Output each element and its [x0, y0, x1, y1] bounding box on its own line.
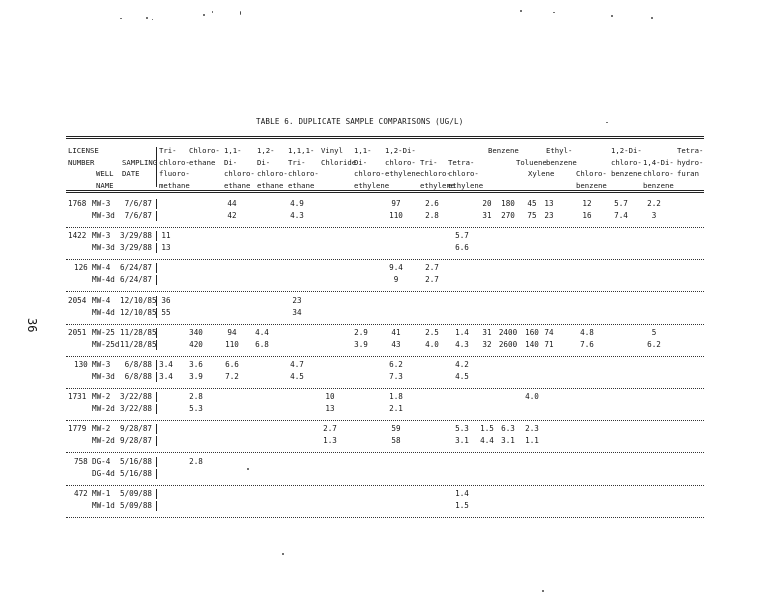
group-separator: [66, 227, 704, 228]
sampling-date: 9/28/87: [120, 424, 153, 434]
license-number: 1779: [68, 424, 87, 434]
column-header-ethylbenzene: Ethyl- benzene: [546, 146, 577, 167]
column-header-well: WELL NAME: [96, 169, 114, 190]
well-name: MW-3d: [92, 243, 115, 253]
cell-tetrachloroethylene: 3.1: [455, 436, 469, 446]
column-header-sampling: SAMPLING DATE: [122, 157, 158, 178]
cell-tetrachloroethylene: 1.4: [455, 327, 469, 337]
row-divider: [156, 308, 157, 318]
cell-xylene: 1.1: [525, 436, 539, 446]
row-divider: [156, 372, 157, 382]
well-name: MW-4d: [92, 307, 115, 317]
column-header-vinylchloride: Vinyl Chloride: [321, 146, 357, 167]
sampling-date: 9/28/87: [120, 436, 153, 446]
cell-tetrachloroethylene: 4.5: [455, 372, 469, 381]
cell-dichlorobenzene14: 5: [651, 327, 657, 337]
column-header-dichloroethane12: 1,2- Di- chloro- ethane: [257, 146, 288, 190]
cell-benzene: 31: [482, 327, 492, 337]
cell-chloroethane: 5.3: [189, 404, 203, 414]
column-header-dichlorobenzene14: 1,4-Di- chloro- benzene: [643, 157, 674, 190]
sampling-date: 11/28/85: [120, 339, 157, 349]
cell-toluene: 180: [501, 199, 515, 208]
cell-chloroethane: 340: [189, 327, 203, 337]
cell-benzene: 32: [482, 339, 492, 349]
group-separator: [66, 356, 704, 357]
rule-header: [66, 190, 704, 193]
cell-chlorobenzene: 4.8: [580, 327, 594, 337]
row-divider: [156, 340, 157, 350]
license-number: 1422: [68, 231, 87, 241]
cell-trichloroethylene: 2.7: [425, 263, 439, 273]
group-separator: [66, 452, 704, 453]
page-number: 36: [25, 318, 39, 333]
sampling-date: 5/16/88: [120, 468, 153, 478]
column-header-toluene: Toluene: [516, 157, 547, 167]
cell-trichlorofluoromethane: 3.4: [159, 360, 173, 369]
cell-tetrachloroethylene: 6.6: [455, 243, 469, 253]
cell-trichloroethane111: 4.7: [290, 360, 304, 369]
cell-dichloroethane11: 94: [227, 327, 237, 337]
cell-trichloroethylene: 2.6: [425, 199, 439, 208]
well-name: MW-1d: [92, 500, 115, 510]
column-header-chloroethane: Chloro- ethane: [189, 146, 220, 167]
cell-trichloroethane111: 34: [292, 307, 302, 317]
cell-trichlorofluoromethane: 13: [161, 243, 171, 253]
well-name: MW-3: [92, 360, 111, 369]
cell-dichloroethylene12: 41: [391, 327, 401, 337]
row-divider: [156, 211, 157, 221]
cell-xylene: 4.0: [525, 392, 539, 402]
column-header-trichloroethylene: Tri- chloro- ethylene: [420, 157, 456, 190]
cell-ethylbenzene: 23: [544, 211, 554, 220]
license-number: 758: [74, 456, 88, 466]
sampling-date: 7/6/87: [124, 199, 152, 208]
cell-trichlorofluoromethane: 36: [161, 295, 171, 305]
column-header-tetrachloroethylene: Tetra- chloro- ethylene: [448, 157, 484, 190]
sampling-date: 12/10/85: [120, 295, 157, 305]
rule-top: [66, 136, 704, 139]
row-divider: [156, 199, 157, 209]
column-header-dichloroethane11: 1,1- Di- chloro- ethane: [224, 146, 255, 190]
license-number: 1768: [68, 199, 87, 208]
cell-ethylbenzene: 74: [544, 327, 554, 337]
cell-chlorobenzene: 12: [582, 199, 592, 208]
row-divider: [156, 263, 157, 273]
column-header-dichloroethylene12: 1,2-Di- chloro- ethylene: [385, 146, 421, 178]
cell-tetrachloroethylene: 5.7: [455, 231, 469, 241]
license-number: 472: [74, 488, 88, 498]
column-header-xylene: Xylene: [528, 169, 555, 178]
cell-tetrachloroethylene: 4.2: [455, 360, 469, 369]
well-name: MW-25d: [92, 339, 120, 349]
cell-dichloroethylene12: 2.1: [389, 404, 403, 414]
cell-dichloroethane11: 110: [225, 339, 239, 349]
license-number: 126: [74, 263, 88, 273]
cell-tetrachloroethylene: 1.4: [455, 488, 469, 498]
license-number: 1731: [68, 392, 87, 402]
cell-dichlorobenzene14: 2.2: [647, 199, 661, 208]
cell-chloroethane: 3.6: [189, 360, 203, 369]
cell-dichloroethane11: 42: [227, 211, 237, 220]
license-number: 2051: [68, 327, 87, 337]
well-name: DG-4d: [92, 468, 115, 478]
group-separator: [66, 517, 704, 518]
row-divider: [156, 457, 157, 467]
group-separator: [66, 324, 704, 325]
cell-benzene: 20: [482, 199, 492, 208]
row-divider: [156, 404, 157, 414]
cell-toluene: 6.3: [501, 424, 515, 434]
cell-trichloroethylene: 2.8: [425, 211, 439, 220]
group-separator: [66, 420, 704, 421]
row-divider: [156, 424, 157, 434]
well-name: MW-1: [92, 488, 111, 498]
row-divider: [156, 296, 157, 306]
cell-ethylbenzene: 13: [544, 199, 554, 208]
license-number: 130: [74, 360, 88, 369]
cell-dichloroethylene12: 9: [393, 275, 399, 285]
cell-dichlorobenzene12: 5.7: [614, 199, 628, 208]
cell-benzene: 31: [482, 211, 492, 220]
cell-ethylbenzene: 71: [544, 339, 554, 349]
cell-xylene: 140: [525, 339, 539, 349]
cell-chlorobenzene: 7.6: [580, 339, 594, 349]
cell-trichloroethane111: 4.3: [290, 211, 304, 220]
well-name: DG-4: [92, 456, 111, 466]
cell-vinylchloride: 10: [325, 392, 335, 402]
column-header-dichlorobenzene12: 1,2-Di- chloro- benzene: [611, 146, 642, 178]
sampling-date: 7/6/87: [124, 211, 152, 220]
cell-toluene: 2600: [498, 339, 518, 349]
column-header-trichlorofluoromethane: Tri- chloro- fluoro- methane: [159, 146, 190, 190]
column-header-tetrahydrofuran: Tetra- hydro- furan: [677, 146, 704, 178]
cell-xylene: 75: [527, 211, 537, 220]
sampling-date: 3/22/88: [120, 392, 153, 402]
well-name: MW-25: [92, 327, 115, 337]
cell-vinylchloride: 13: [325, 404, 335, 414]
cell-dichloroethylene12: 43: [391, 339, 401, 349]
cell-trichlorofluoromethane: 11: [161, 231, 171, 241]
well-name: MW-4: [92, 295, 111, 305]
cell-trichloroethane111: 4.9: [290, 199, 304, 208]
row-divider: [156, 436, 157, 446]
cell-dichloroethylene11: 3.9: [354, 339, 368, 349]
cell-dichloroethane11: 44: [227, 199, 237, 208]
well-name: MW-3d: [92, 211, 115, 220]
cell-chlorobenzene: 16: [582, 211, 592, 220]
column-header-chlorobenzene: Chloro- benzene: [576, 169, 607, 190]
cell-dichloroethylene11: 2.9: [354, 327, 368, 337]
group-separator: [66, 259, 704, 260]
group-separator: [66, 291, 704, 292]
row-divider: [156, 328, 157, 338]
row-divider: [156, 469, 157, 479]
license-number: 2054: [68, 295, 87, 305]
cell-dichloroethylene12: 7.3: [389, 372, 403, 381]
column-header-license: LICENSE NUMBER: [68, 146, 99, 167]
cell-trichloroethylene: 4.0: [425, 339, 439, 349]
well-name: MW-4d: [92, 275, 115, 285]
group-separator: [66, 388, 704, 389]
cell-chloroethane: 420: [189, 339, 203, 349]
row-divider: [156, 243, 157, 253]
sampling-date: 3/29/88: [120, 243, 153, 253]
cell-dichloroethylene12: 6.2: [389, 360, 403, 369]
well-name: MW-2d: [92, 404, 115, 414]
cell-tetrachloroethylene: 5.3: [455, 424, 469, 434]
well-name: MW-2d: [92, 436, 115, 446]
cell-trichloroethane111: 4.5: [290, 372, 304, 381]
well-name: MW-3: [92, 231, 111, 241]
sampling-date: 5/09/88: [120, 500, 153, 510]
cell-chloroethane: 3.9: [189, 372, 203, 381]
cell-dichloroethane11: 7.2: [225, 372, 239, 381]
cell-vinylchloride: 2.7: [323, 424, 337, 434]
well-name: MW-2: [92, 392, 111, 402]
sampling-date: 6/8/88: [124, 360, 152, 369]
column-header-benzene: Benzene: [488, 146, 519, 155]
well-name: MW-3d: [92, 372, 115, 381]
cell-xylene: 45: [527, 199, 537, 208]
column-header-dichloroethylene11: 1,1- Di- chloro- ethylene: [354, 146, 390, 190]
sampling-date: 6/24/87: [120, 275, 153, 285]
cell-dichloroethylene12: 110: [389, 211, 403, 220]
well-name: MW-4: [92, 263, 111, 273]
cell-dichloroethane12: 4.4: [255, 327, 269, 337]
sampling-date: 5/09/88: [120, 488, 153, 498]
cell-trichloroethylene: 2.7: [425, 275, 439, 285]
row-divider: [156, 501, 157, 511]
cell-tetrachloroethylene: 1.5: [455, 500, 469, 510]
row-divider: [156, 489, 157, 499]
sampling-date: 6/24/87: [120, 263, 153, 273]
cell-dichlorobenzene14: 6.2: [647, 339, 661, 349]
cell-benzene: 1.5: [480, 424, 494, 434]
header-divider: [156, 147, 157, 187]
sampling-date: 11/28/85: [120, 327, 157, 337]
well-name: MW-2: [92, 424, 111, 434]
column-header-trichloroethane111: 1,1,1- Tri- chloro- ethane: [288, 146, 319, 190]
cell-trichloroethylene: 2.5: [425, 327, 439, 337]
cell-dichloroethylene12: 9.4: [389, 263, 403, 273]
cell-vinylchloride: 1.3: [323, 436, 337, 446]
row-divider: [156, 392, 157, 402]
cell-trichlorofluoromethane: 3.4: [159, 372, 173, 381]
cell-dichloroethylene12: 1.8: [389, 392, 403, 402]
cell-dichloroethylene12: 58: [391, 436, 401, 446]
sampling-date: 3/29/88: [120, 231, 153, 241]
cell-trichlorofluoromethane: 55: [161, 307, 171, 317]
cell-xylene: 160: [525, 327, 539, 337]
row-divider: [156, 231, 157, 241]
sampling-date: 3/22/88: [120, 404, 153, 414]
cell-chloroethane: 2.8: [189, 392, 203, 402]
cell-toluene: 2400: [498, 327, 518, 337]
cell-benzene: 4.4: [480, 436, 494, 446]
row-divider: [156, 275, 157, 285]
sampling-date: 5/16/88: [120, 456, 153, 466]
cell-dichloroethylene12: 97: [391, 199, 401, 208]
sampling-date: 6/8/88: [124, 372, 152, 381]
cell-xylene: 2.3: [525, 424, 539, 434]
sampling-date: 12/10/85: [120, 307, 157, 317]
row-divider: [156, 360, 157, 370]
cell-dichloroethane12: 6.8: [255, 339, 269, 349]
cell-toluene: 3.1: [501, 436, 515, 446]
group-separator: [66, 485, 704, 486]
table-title: TABLE 6. DUPLICATE SAMPLE COMPARISONS (UG/L): [256, 117, 464, 126]
cell-dichloroethane11: 6.6: [225, 360, 239, 369]
cell-trichloroethane111: 23: [292, 295, 302, 305]
cell-dichlorobenzene12: 7.4: [614, 211, 628, 220]
cell-chloroethane: 2.8: [189, 456, 203, 466]
cell-dichlorobenzene14: 3: [651, 211, 657, 220]
well-name: MW-3: [92, 199, 111, 208]
cell-toluene: 270: [501, 211, 515, 220]
cell-dichloroethylene12: 59: [391, 424, 401, 434]
cell-tetrachloroethylene: 4.3: [455, 339, 469, 349]
